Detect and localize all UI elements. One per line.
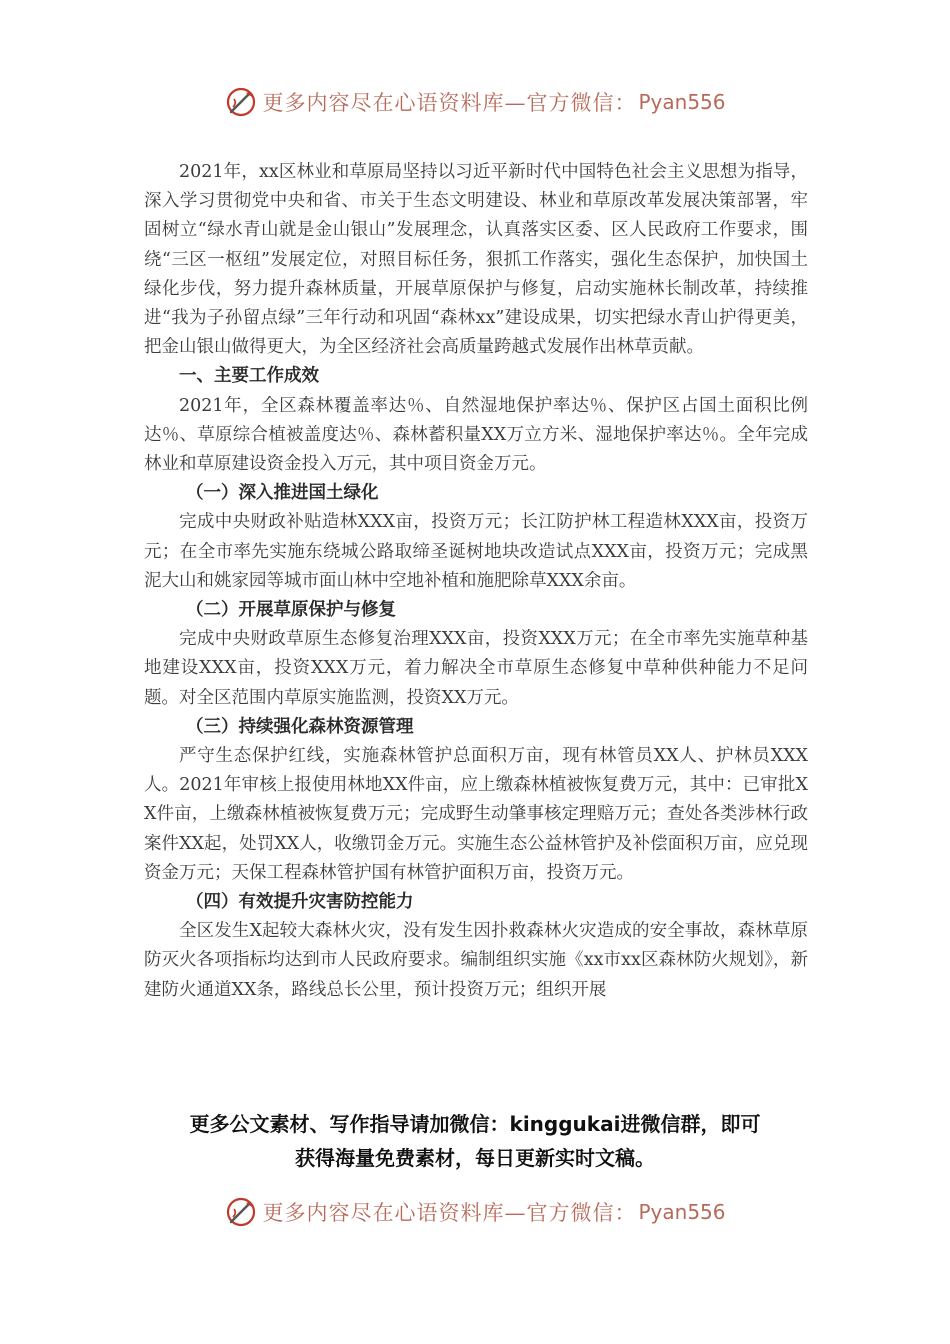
subheading-forest-management: （三）持续强化森林资源管理 [186,716,414,737]
document-body [144,158,808,1005]
subheading-disaster-prevention: （四）有效提升灾害防控能力 [186,892,414,913]
footer-banner [0,1192,950,1232]
paragraph-disaster-prevention: 全区发生X起较大森林火灾，没有发生因扑救森林火灾造成的安全事故，森林草原防灭火各项指标均达到市人民政府要求。编制组织实施《xx市xx区森林防火规划》，新建防火通道XX条，路线总长公里，预计投资万元；组织开展 [144,921,808,1000]
paragraph-forest-management: 严守生态保护红线，实施森林管护总面积万亩，现有林管员XX人、护林员XXX人。2021年审核上报使用林地XX件亩，应上缴森林植被恢复费万元，其中：已审批XX件亩，上缴森林植被恢复费万元；完成野生动肇事核定理赔万元；查处各类涉林行政案件XX起，处罚XX人，收缴罚金万元。实施生态公益林管护及补偿面积万亩，应兑现资金万元；天保工程森林管护国有林管护面积万亩，投资万元。 [144,746,808,883]
paragraph-grassland: 完成中央财政草原生态修复治理XXX亩，投资XXX万元；在全市率先实施草种基地建设XXX亩，投资XXX万元，着力解决全市草原生态修复中草种供种能力不足问题。对全区范围内草原实施监测，投资XX万元。 [144,629,808,708]
header-banner-text: 更多内容尽在心语资料库—官方微信： [262,91,637,115]
header-wechat-id: Pyan556 [638,90,726,114]
section-heading-main-results: 一、主要工作成效 [179,366,319,387]
subheading-greening: （一）深入推进国土绿化 [186,483,379,504]
subheading-grassland: （二）开展草原保护与修复 [186,600,396,621]
footer-wechat-id: Pyan556 [638,1200,726,1224]
footer-banner-text: 更多内容尽在心语资料库—官方微信： [262,1201,637,1225]
pen-logo-icon [224,1195,258,1229]
promo-line-1: 更多公文素材、写作指导请加微信：kinggukai进微信群，即可 [189,1112,761,1136]
intro-paragraph: 2021年，xx区林业和草原局坚持以习近平新时代中国特色社会主义思想为指导，深入学习贯彻党中央和省、市关于生态文明建设、林业和草原改革发展决策部署，牢固树立“绿水青山就是金山银山”发展理念，认真落实区委、区人民政府工作要求，围绕“三区一枢纽”发展定位，对照目标任务，狠抓工作落实，强化生态保护，加快国土绿化步伐，努力提升森林质量，开展草原保护与修复，启动实施林长制改革，持续推进“我为子孙留点绿”三年行动和巩固“森林xx”建设成果，切实把绿水青山护得更美，把金山银山做得更大，为全区经济社会高质量跨越式发展作出林草贡献。 [144,162,808,358]
header-banner [0,82,950,122]
promo-block [0,1107,950,1175]
paragraph-greening: 完成中央财政补贴造林XXX亩，投资万元；长江防护林工程造林XXX亩，投资万元；在全市率先实施东绕城公路取缔圣诞树地块改造试点XXX亩，投资万元；完成黑泥大山和姚家园等城市面山林中空地补植和施肥除草XXX余亩。 [144,512,808,591]
promo-line-2: 获得海量免费素材，每日更新实时文稿。 [295,1146,655,1170]
pen-logo-icon [224,85,258,119]
section-paragraph-main-results: 2021年，全区森林覆盖率达％、自然湿地保护率达％、保护区占国土面积比例达％、草原综合植被盖度达％、森林蓄积量XX万立方米、湿地保护率达％。全年完成林业和草原建设资金投入万元，其中项目资金万元。 [144,395,808,475]
